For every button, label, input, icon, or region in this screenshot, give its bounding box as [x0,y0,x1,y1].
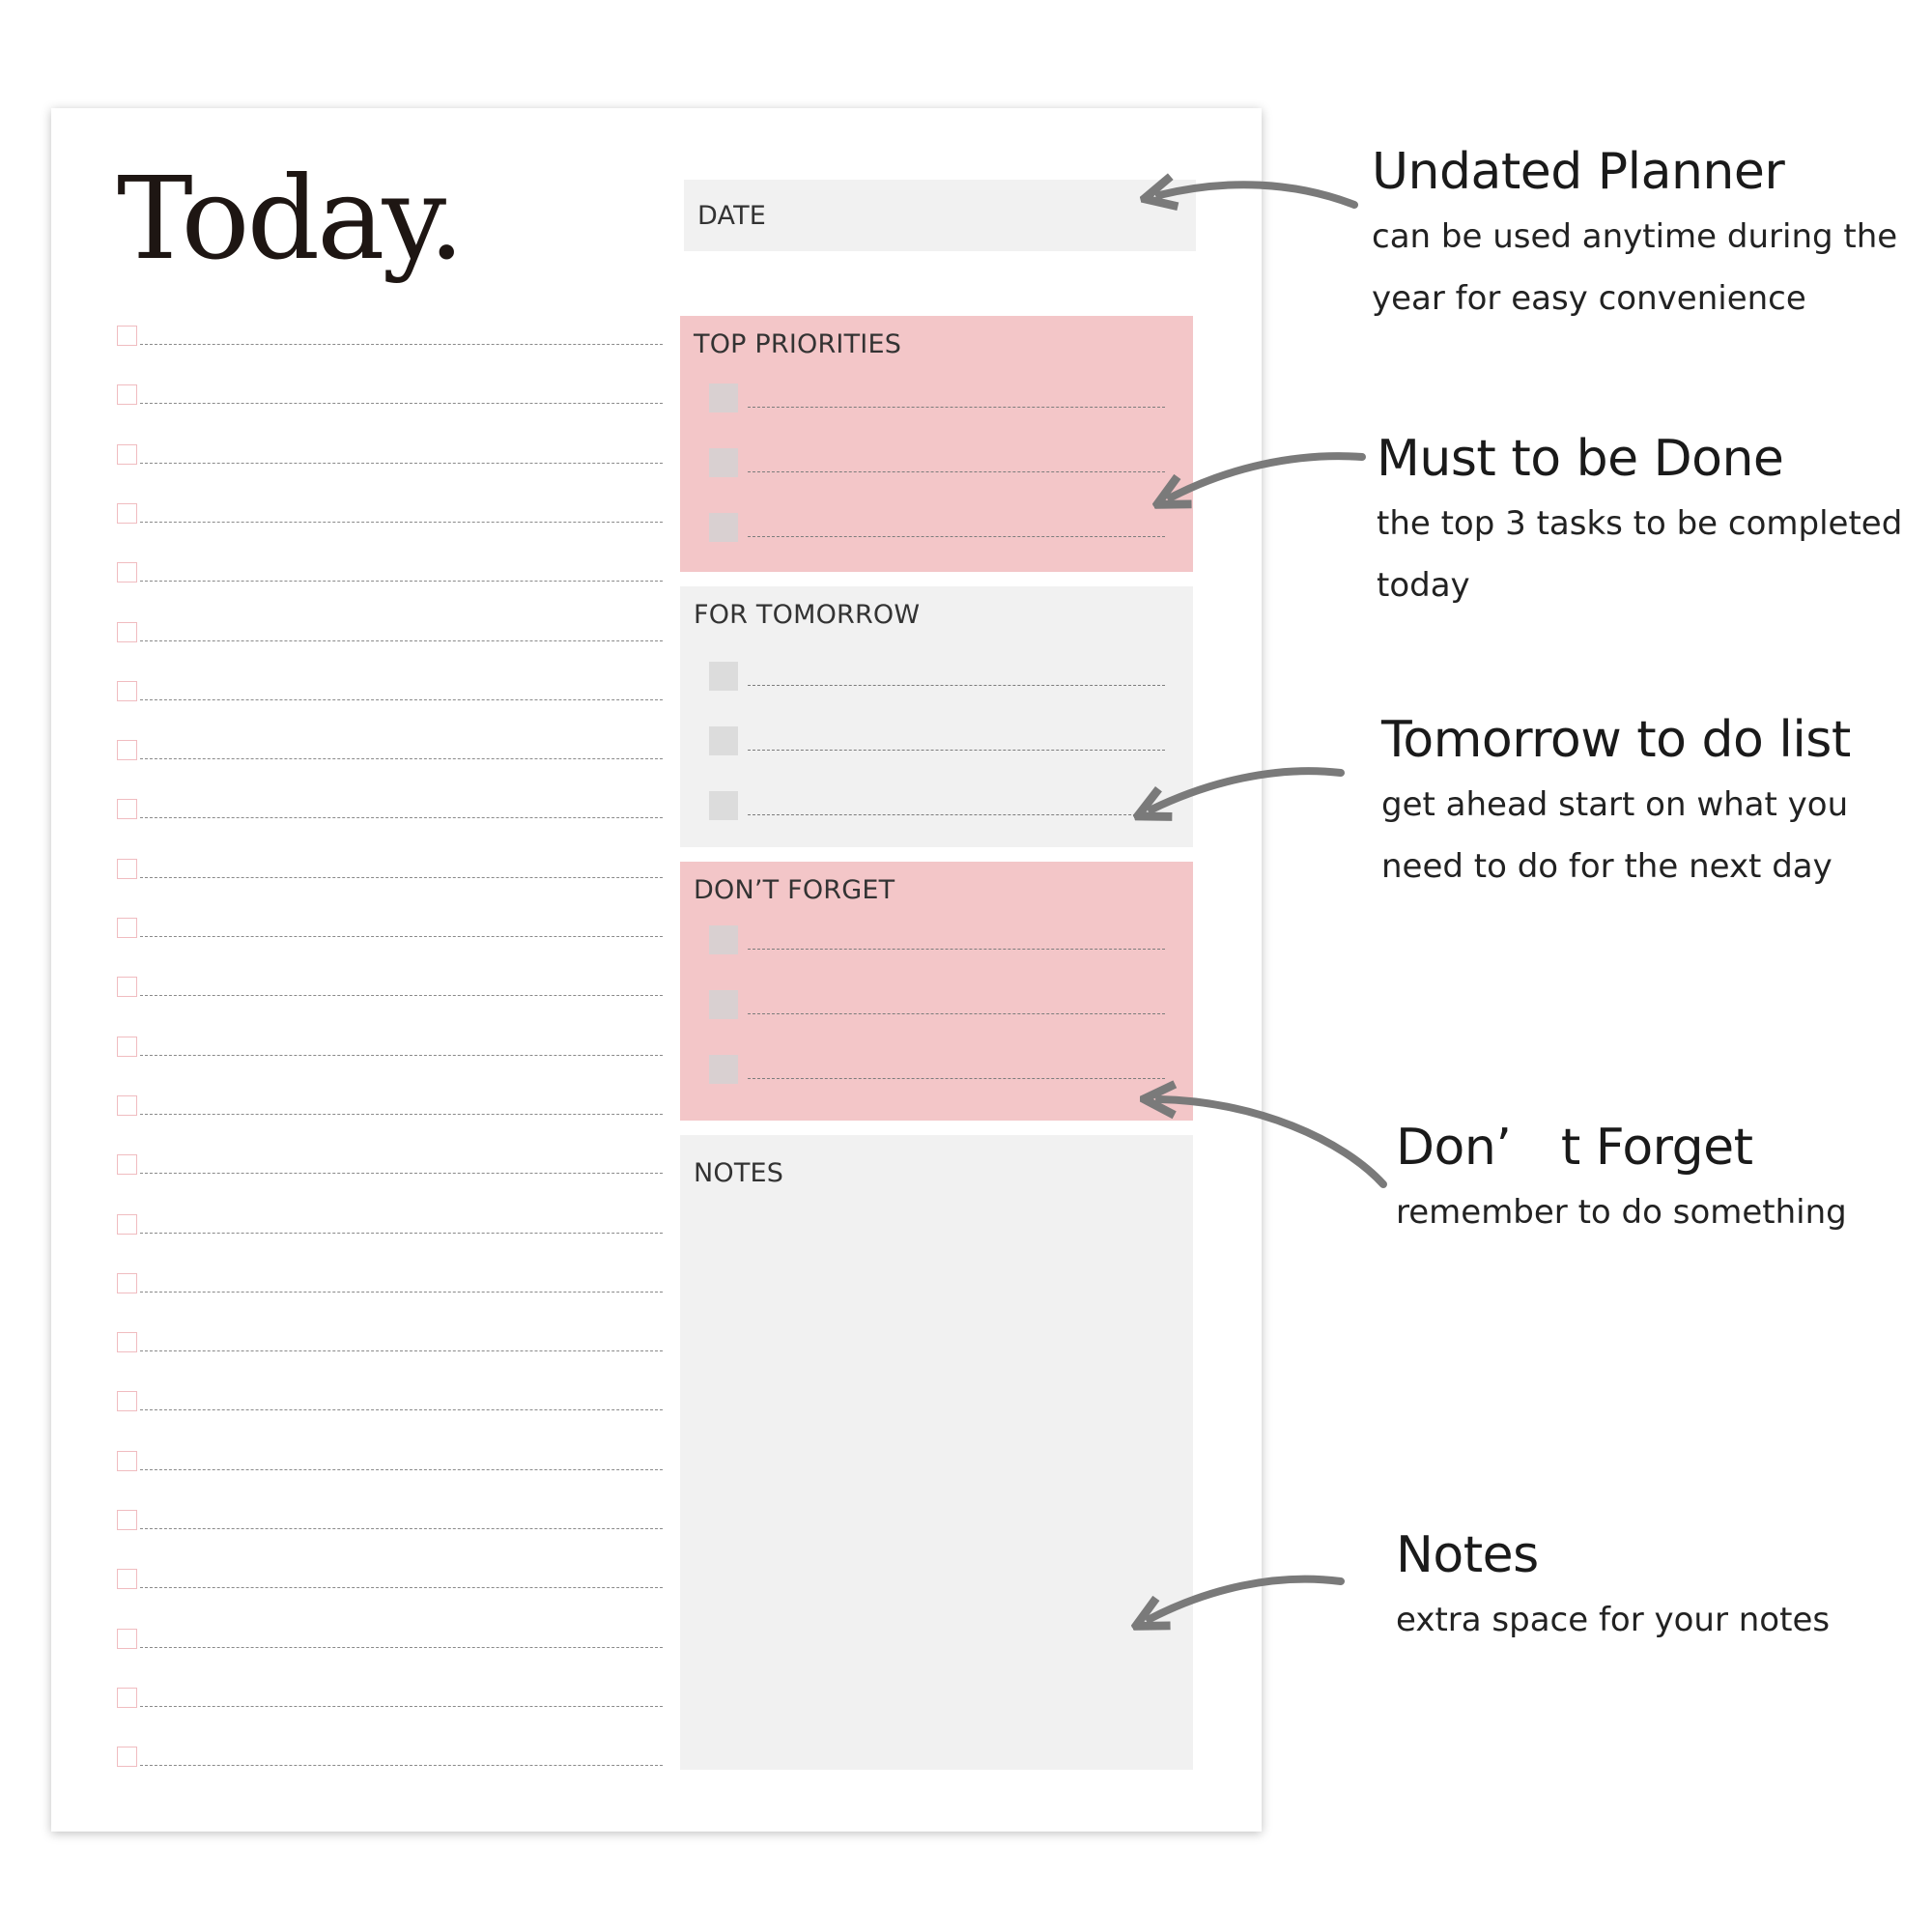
annotation-must-be-done [1377,432,1902,616]
date-label: DATE [697,201,767,231]
annotation-undated-planner [1372,145,1897,329]
annotation-desc [1396,1181,1847,1243]
annotation-desc-line: need to do for the next day [1381,847,1833,887]
annotation-desc-line: get ahead start on what you [1381,785,1849,825]
annotation-notes [1396,1528,1830,1651]
arrow-notes [1150,1579,1341,1619]
page-title: Today. [117,152,462,285]
arrow-tomorrow [1151,771,1341,810]
annotation-heading: Tomorrow to do list [1381,711,1851,769]
annotation-desc-line: year for easy convenience [1372,279,1806,319]
dont-forget-label: DON’T FORGET [694,875,895,905]
annotation-desc [1372,206,1897,329]
for-tomorrow-label: FOR TOMORROW [694,600,921,630]
annotation-heading: Notes [1396,1526,1539,1584]
annotation-heading: Must to be Done [1377,430,1784,488]
annotation-tomorrow [1381,713,1851,897]
notes-label: NOTES [694,1158,784,1188]
arrow-undated-planner [1159,185,1354,205]
annotation-desc [1377,493,1902,616]
arrow-must-be-done [1171,456,1362,497]
top-priorities-label: TOP PRIORITIES [694,329,902,359]
annotation-desc-line: can be used anytime during the [1372,217,1898,257]
annotation-heading: Undated Planner [1372,143,1785,201]
annotation-desc-line: the top 3 tasks to be completed [1377,504,1903,544]
annotation-heading: Don’ t Forget [1396,1119,1753,1177]
arrow-dont-forget [1159,1099,1383,1184]
annotation-desc [1396,1589,1830,1651]
annotation-desc [1381,774,1851,897]
annotation-desc-line: remember to do something [1396,1193,1847,1233]
annotation-desc-line: extra space for your notes [1396,1601,1831,1640]
annotation-desc-line: today [1377,566,1470,606]
annotation-dont-forget [1396,1121,1847,1243]
